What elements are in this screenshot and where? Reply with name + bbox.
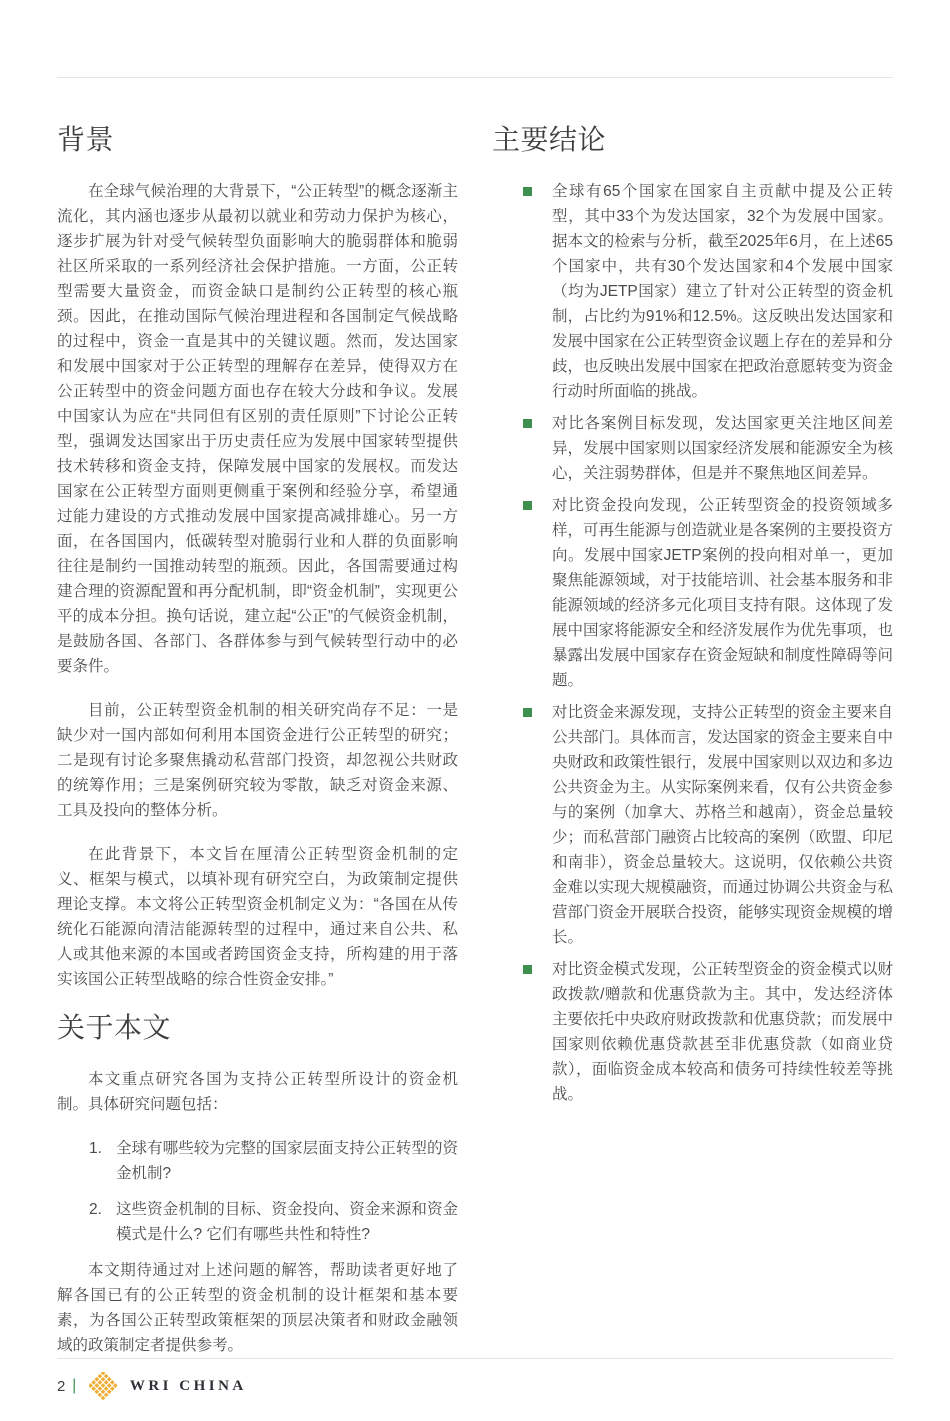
- background-paragraph-3: 在此背景下，本文旨在厘清公正转型资金机制的定义、框架与模式，以填补现有研究空白，为政策制定提供理论支撑。本文将公正转型资金机制定义为：“各国在从传统化石能源向清洁能源转型的过程中，通过来自公共、私人或其他来源的本国或者跨国资金支持，所构建的用于落实该国公正转型战略的综合性资金安排。”: [57, 846, 458, 988]
- about-intro: 本文重点研究各国为支持公正转型所设计的资金机制。具体研究问题包括：: [57, 1071, 458, 1113]
- page-number: 2: [57, 1377, 66, 1395]
- list-item-text: 这些资金机制的目标、资金投向、资金来源和资金模式是什么? 它们有哪些共性和特性?: [116, 1201, 458, 1243]
- bullet-text: 对比资金模式发现，公正转型资金的资金模式以财政拨款/赠款和优惠贷款为主。其中，发达经济体主要依托中央政府财政拨款和优惠贷款；而发展中国家则依赖优惠贷款甚至非优惠贷款（如商业贷款），面临资金成本较高和债务可持续性较差等挑战。: [552, 961, 894, 1103]
- top-divider: [57, 77, 893, 78]
- background-paragraph-2: 目前，公正转型资金机制的相关研究尚存不足：一是缺少对一国内部如何利用本国资金进行公正转型的研究；二是现有讨论多聚焦撬动私营部门投资，却忽视公共财政的统筹作用；三是案例研究较为零散，缺乏对资金来源、工具及投向的整体分析。: [57, 702, 458, 819]
- wri-logo-icon: [89, 1372, 117, 1400]
- list-item-number: 1.: [89, 1140, 102, 1157]
- page-footer: [57, 1358, 893, 1400]
- square-bullet-icon: [523, 187, 532, 196]
- square-bullet-icon: [523, 501, 532, 510]
- footer-row: [57, 1359, 893, 1400]
- list-item: [57, 1136, 458, 1186]
- list-item-number: 2.: [89, 1201, 102, 1218]
- background-heading: 背景: [57, 124, 115, 155]
- conclusions-bullet-list: [492, 179, 893, 1107]
- left-column: [57, 123, 458, 1377]
- square-bullet-icon: [523, 965, 532, 974]
- square-bullet-icon: [523, 419, 532, 428]
- section-conclusions: [492, 123, 893, 1107]
- two-column-layout: [57, 123, 893, 1377]
- right-column: [492, 123, 893, 1377]
- bullet-item: [492, 493, 893, 693]
- section-background: [57, 123, 458, 992]
- bullet-item: [492, 957, 893, 1107]
- bullet-text: 对比各案例目标发现，发达国家更关注地区间差异，发展中国家则以国家经济发展和能源安全为核心，关注弱势群体，但是并不聚焦地区间差异。: [552, 415, 894, 482]
- report-page: [0, 77, 950, 1377]
- background-paragraph-1: 在全球气候治理的大背景下，“公正转型”的概念逐渐主流化，其内涵也逐步从最初以就业和劳动力保护为核心，逐步扩展为针对受气候转型负面影响大的脆弱群体和脆弱社区所采取的一系列经济社会保护措施。一方面，公正转型需要大量资金，而资金缺口是制约公正转型的核心瓶颈。因此，在推动国际气候治理进程和各国制定气候战略的过程中，资金一直是其中的关键议题。然而，发达国家和发展中国家对于公正转型的理解存在差异，使得双方在公正转型中的资金问题方面也存在较大分歧和争议。发展中国家认为应在“共同但有区别的责任原则”下讨论公正转型，强调发达国家出于历史责任应为发展中国家转型提供技术转移和资金支持，保障发展中国家的发展权。而发达国家在公正转型方面则更侧重于案例和经验分享，希望通过能力建设的方式推动发展中国家提高减排雄心。另一方面，在各国国内，低碳转型对脆弱行业和人群的负面影响往往是制约一国推动转型的瓶颈。因此，各国需要通过构建合理的资源配置和再分配机制，即“资金机制”，实现更公平的成本分担。换句话说，建立起“公正”的气候资金机制，是鼓励各国、各部门、各群体参与到气候转型行动中的必要条件。: [57, 183, 458, 675]
- list-item-text: 全球有哪些较为完整的国家层面支持公正转型的资金机制?: [116, 1140, 458, 1182]
- bullet-item: [492, 700, 893, 950]
- bullet-item: [492, 411, 893, 486]
- about-outro: 本文期待通过对上述问题的解答，帮助读者更好地了解各国已有的公正转型的资金机制的设计框架和基本要素，为各国公正转型政策框架的顶层决策者和财政金融领域的政策制定者提供参考。: [57, 1262, 458, 1354]
- about-heading: 关于本文: [57, 1012, 172, 1043]
- list-item: [57, 1197, 458, 1247]
- bullet-item: [492, 179, 893, 404]
- bullet-text: 对比资金来源发现，支持公正转型的资金主要来自公共部门。具体而言，发达国家的资金主要来自中央财政和政策性银行，发展中国家则以双边和多边公共资金为主。从实际案例来看，仅有公共资金参与的案例（加拿大、苏格兰和越南），资金总量较少；而私营部门融资占比较高的案例（欧盟、印尼和南非），资金总量较大。这说明，仅依赖公共资金难以实现大规模融资，而通过协调公共资金与私营部门资金开展联合投资，能够实现资金规模的增长。: [552, 704, 894, 946]
- wri-china-wordmark: WRI CHINA: [129, 1377, 247, 1394]
- research-question-list: [57, 1136, 458, 1247]
- square-bullet-icon: [523, 708, 532, 717]
- footer-separator: |: [73, 1377, 76, 1394]
- conclusions-heading: 主要结论: [492, 124, 607, 155]
- bullet-text: 对比资金投向发现，公正转型资金的投资领域多样，可再生能源与创造就业是各案例的主要投资方向。发展中国家JETP案例的投向相对单一，更加聚焦能源领域，对于技能培训、社会基本服务和非能源领域的经济多元化项目支持有限。这体现了发展中国家将能源安全和经济发展作为优先事项，也暴露出发展中国家存在资金短缺和制度性障碍等问题。: [552, 497, 894, 689]
- section-about: [57, 1011, 458, 1358]
- bullet-text: 全球有65个国家在国家自主贡献中提及公正转型，其中33个为发达国家，32个为发展中国家。据本文的检索与分析，截至2025年6月，在上述65个国家中，共有30个发达国家和4个发展中国家（均为JETP国家）建立了针对公正转型的资金机制，占比约为91%和12.5%。这反映出发达国家和发展中国家在公正转型资金议题上存在的差异和分歧，也反映出发展中国家在把政治意愿转变为资金行动时所面临的挑战。: [552, 183, 894, 400]
